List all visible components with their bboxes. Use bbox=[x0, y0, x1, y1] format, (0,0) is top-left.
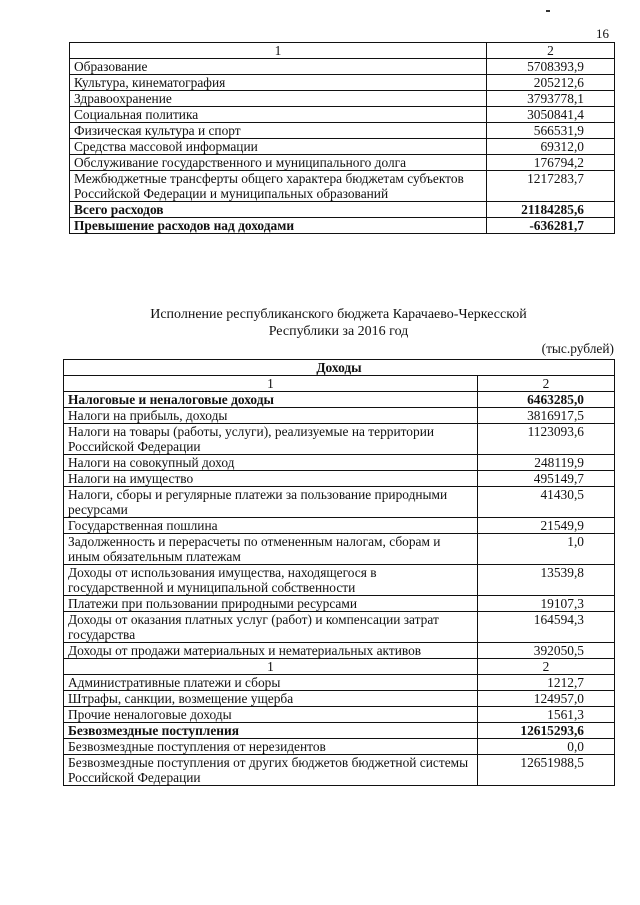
table-row bbox=[64, 643, 615, 659]
row-label: Доходы от продажи материальных и нематериальных активов bbox=[64, 643, 478, 659]
row-value: 1123093,6 bbox=[478, 424, 615, 455]
table-row bbox=[64, 424, 615, 455]
row-label: Административные платежи и сборы bbox=[64, 675, 478, 691]
row-label: Налоги, сборы и регулярные платежи за пользование природными ресурсами bbox=[64, 487, 478, 518]
row-value: 13539,8 bbox=[478, 565, 615, 596]
section-title: Доходы bbox=[64, 360, 615, 376]
table-row bbox=[64, 612, 615, 643]
table-row bbox=[70, 139, 615, 155]
row-label: Налоги на имущество bbox=[64, 471, 478, 487]
row-label: Межбюджетные трансферты общего характера бюджетам субъектов Российской Федерации и муниципальных образований bbox=[70, 171, 487, 202]
row-label: Безвозмездные поступления от других бюджетов бюджетной системы Российской Федерации bbox=[64, 755, 478, 786]
row-value: 41430,5 bbox=[478, 487, 615, 518]
row-label: Налоги на совокупный доход bbox=[64, 455, 478, 471]
row-label: Обслуживание государственного и муниципального долга bbox=[70, 155, 487, 171]
table-header-row bbox=[64, 376, 615, 392]
row-label: Здравоохранение bbox=[70, 91, 487, 107]
table-row bbox=[70, 171, 615, 202]
row-label: Доходы от использования имущества, находящегося в государственной и муниципальной собственности bbox=[64, 565, 478, 596]
row-label: Доходы от оказания платных услуг (работ) и компенсации затрат государства bbox=[64, 612, 478, 643]
column-header-2: 2 bbox=[478, 376, 615, 392]
column-header-2: 2 bbox=[478, 659, 615, 675]
income-table bbox=[63, 359, 615, 786]
table-row bbox=[70, 107, 615, 123]
row-value: 1561,3 bbox=[478, 707, 615, 723]
report-title-line-1: Исполнение республиканского бюджета Карачаево-Черкесской bbox=[150, 307, 527, 322]
row-value: 176794,2 bbox=[487, 155, 615, 171]
row-value: 3793778,1 bbox=[487, 91, 615, 107]
row-value: 3050841,4 bbox=[487, 107, 615, 123]
table-row bbox=[64, 691, 615, 707]
column-header-1: 1 bbox=[64, 659, 478, 675]
column-header-2: 2 bbox=[487, 43, 615, 59]
table-header-row-repeat bbox=[64, 659, 615, 675]
table-row bbox=[70, 75, 615, 91]
units-label: (тыс.рублей) bbox=[541, 341, 614, 356]
row-value: 5708393,9 bbox=[487, 59, 615, 75]
row-value: 205212,6 bbox=[487, 75, 615, 91]
table-row bbox=[64, 707, 615, 723]
row-label: Безвозмездные поступления bbox=[64, 723, 478, 739]
table-row bbox=[64, 518, 615, 534]
row-label: Платежи при пользовании природными ресурсами bbox=[64, 596, 478, 612]
row-label: Налоговые и неналоговые доходы bbox=[64, 392, 478, 408]
row-label: Штрафы, санкции, возмещение ущерба bbox=[64, 691, 478, 707]
row-value: 1,0 bbox=[478, 534, 615, 565]
table-row bbox=[70, 123, 615, 139]
row-value: 6463285,0 bbox=[478, 392, 615, 408]
row-label: Налоги на товары (работы, услуги), реализуемые на территории Российской Федерации bbox=[64, 424, 478, 455]
table-row bbox=[64, 408, 615, 424]
row-value: 3816917,5 bbox=[478, 408, 615, 424]
row-value: 248119,9 bbox=[478, 455, 615, 471]
table-row bbox=[64, 755, 615, 786]
row-label: Средства массовой информации bbox=[70, 139, 487, 155]
table-row bbox=[64, 455, 615, 471]
row-value: -636281,7 bbox=[487, 218, 615, 234]
table-row bbox=[70, 155, 615, 171]
table-row bbox=[64, 534, 615, 565]
row-label: Прочие неналоговые доходы bbox=[64, 707, 478, 723]
row-value: 1217283,7 bbox=[487, 171, 615, 202]
row-label: Культура, кинематография bbox=[70, 75, 487, 91]
row-value: 21549,9 bbox=[478, 518, 615, 534]
table-row bbox=[70, 91, 615, 107]
table-header-row bbox=[70, 43, 615, 59]
table-row bbox=[70, 202, 615, 218]
table-row bbox=[64, 675, 615, 691]
row-value: 69312,0 bbox=[487, 139, 615, 155]
table-row bbox=[64, 723, 615, 739]
row-label: Безвозмездные поступления от нерезидентов bbox=[64, 739, 478, 755]
table-row bbox=[64, 392, 615, 408]
row-value: 21184285,6 bbox=[487, 202, 615, 218]
table-row bbox=[70, 59, 615, 75]
report-title-line-2: Республики за 2016 год bbox=[268, 324, 409, 339]
row-value: 0,0 bbox=[478, 739, 615, 755]
row-value: 1212,7 bbox=[478, 675, 615, 691]
row-value: 19107,3 bbox=[478, 596, 615, 612]
row-label: Налоги на прибыль, доходы bbox=[64, 408, 478, 424]
table-row bbox=[64, 596, 615, 612]
row-value: 392050,5 bbox=[478, 643, 615, 659]
row-label: Задолженность и перерасчеты по отмененным налогам, сборам и иным обязательным платежам bbox=[64, 534, 478, 565]
expenses-table bbox=[69, 42, 615, 234]
row-value: 495149,7 bbox=[478, 471, 615, 487]
scan-mark bbox=[546, 10, 550, 12]
row-label: Социальная политика bbox=[70, 107, 487, 123]
row-label: Образование bbox=[70, 59, 487, 75]
column-header-1: 1 bbox=[64, 376, 478, 392]
row-label: Физическая культура и спорт bbox=[70, 123, 487, 139]
table-row bbox=[64, 739, 615, 755]
section-header-row bbox=[64, 360, 615, 376]
row-value: 164594,3 bbox=[478, 612, 615, 643]
page-number: 16 bbox=[596, 26, 609, 41]
row-label: Всего расходов bbox=[70, 202, 487, 218]
row-label: Государственная пошлина bbox=[64, 518, 478, 534]
row-value: 124957,0 bbox=[478, 691, 615, 707]
column-header-1: 1 bbox=[70, 43, 487, 59]
row-value: 12651988,5 bbox=[478, 755, 615, 786]
table-row bbox=[64, 471, 615, 487]
table-row bbox=[64, 487, 615, 518]
row-value: 566531,9 bbox=[487, 123, 615, 139]
row-label: Превышение расходов над доходами bbox=[70, 218, 487, 234]
table-row bbox=[70, 218, 615, 234]
table-row bbox=[64, 565, 615, 596]
row-value: 12615293,6 bbox=[478, 723, 615, 739]
